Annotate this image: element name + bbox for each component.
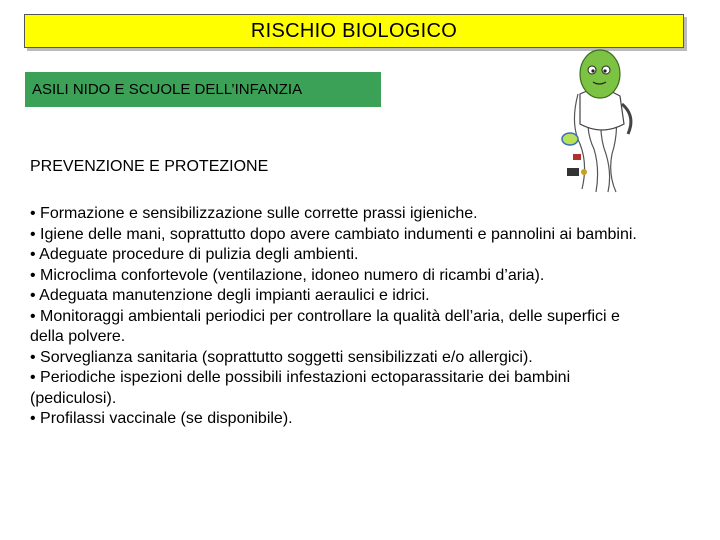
microbe-cartoon-icon <box>540 44 664 194</box>
small-object-icon <box>573 154 581 160</box>
bullet-item: • Sorveglianza sanitaria (soprattutto soggetti sensibilizzati e/o allergici). <box>30 348 533 366</box>
small-object-icon <box>581 169 587 175</box>
bullet-item: • Formazione e sensibilizzazione sulle corrette prassi igieniche. <box>30 205 478 222</box>
subtitle-banner <box>25 72 381 107</box>
page-subtitle: ASILI NIDO E SCUOLE DELL’INFANZIA <box>32 81 303 98</box>
bullet-item: • Profilassi vaccinale (se disponibile). <box>30 410 293 427</box>
ball-icon <box>562 133 578 145</box>
title-banner <box>24 14 684 48</box>
pupil <box>603 69 606 72</box>
bullet-item: • Igiene delle mani, soprattutto dopo avere cambiato indumenti e pannolini ai bambini. <box>30 225 637 243</box>
bullet-item: • Monitoraggi ambientali periodici per controllare la qualità dell’aria, delle superfici e della polvere. <box>30 307 620 345</box>
bullet-item: • Adeguata manutenzione degli impianti aeraulici e idrici. <box>30 287 430 304</box>
bullet-item: • Microclima confortevole (ventilazione, idoneo numero di ricambi d’aria). <box>30 266 545 284</box>
bullet-item: • Adeguate procedure di pulizia degli ambienti. <box>30 246 359 263</box>
microbe-head <box>580 50 620 98</box>
bullet-item: • Periodiche ispezioni delle possibili infestazioni ectoparassitarie dei bambini (pediculosi). <box>30 369 571 407</box>
small-object-icon <box>567 168 579 176</box>
page-title: RISCHIO BIOLOGICO <box>250 19 458 42</box>
bullet-list <box>30 204 655 430</box>
pupil <box>591 69 594 72</box>
section-heading: PREVENZIONE E PROTEZIONE <box>30 158 269 175</box>
